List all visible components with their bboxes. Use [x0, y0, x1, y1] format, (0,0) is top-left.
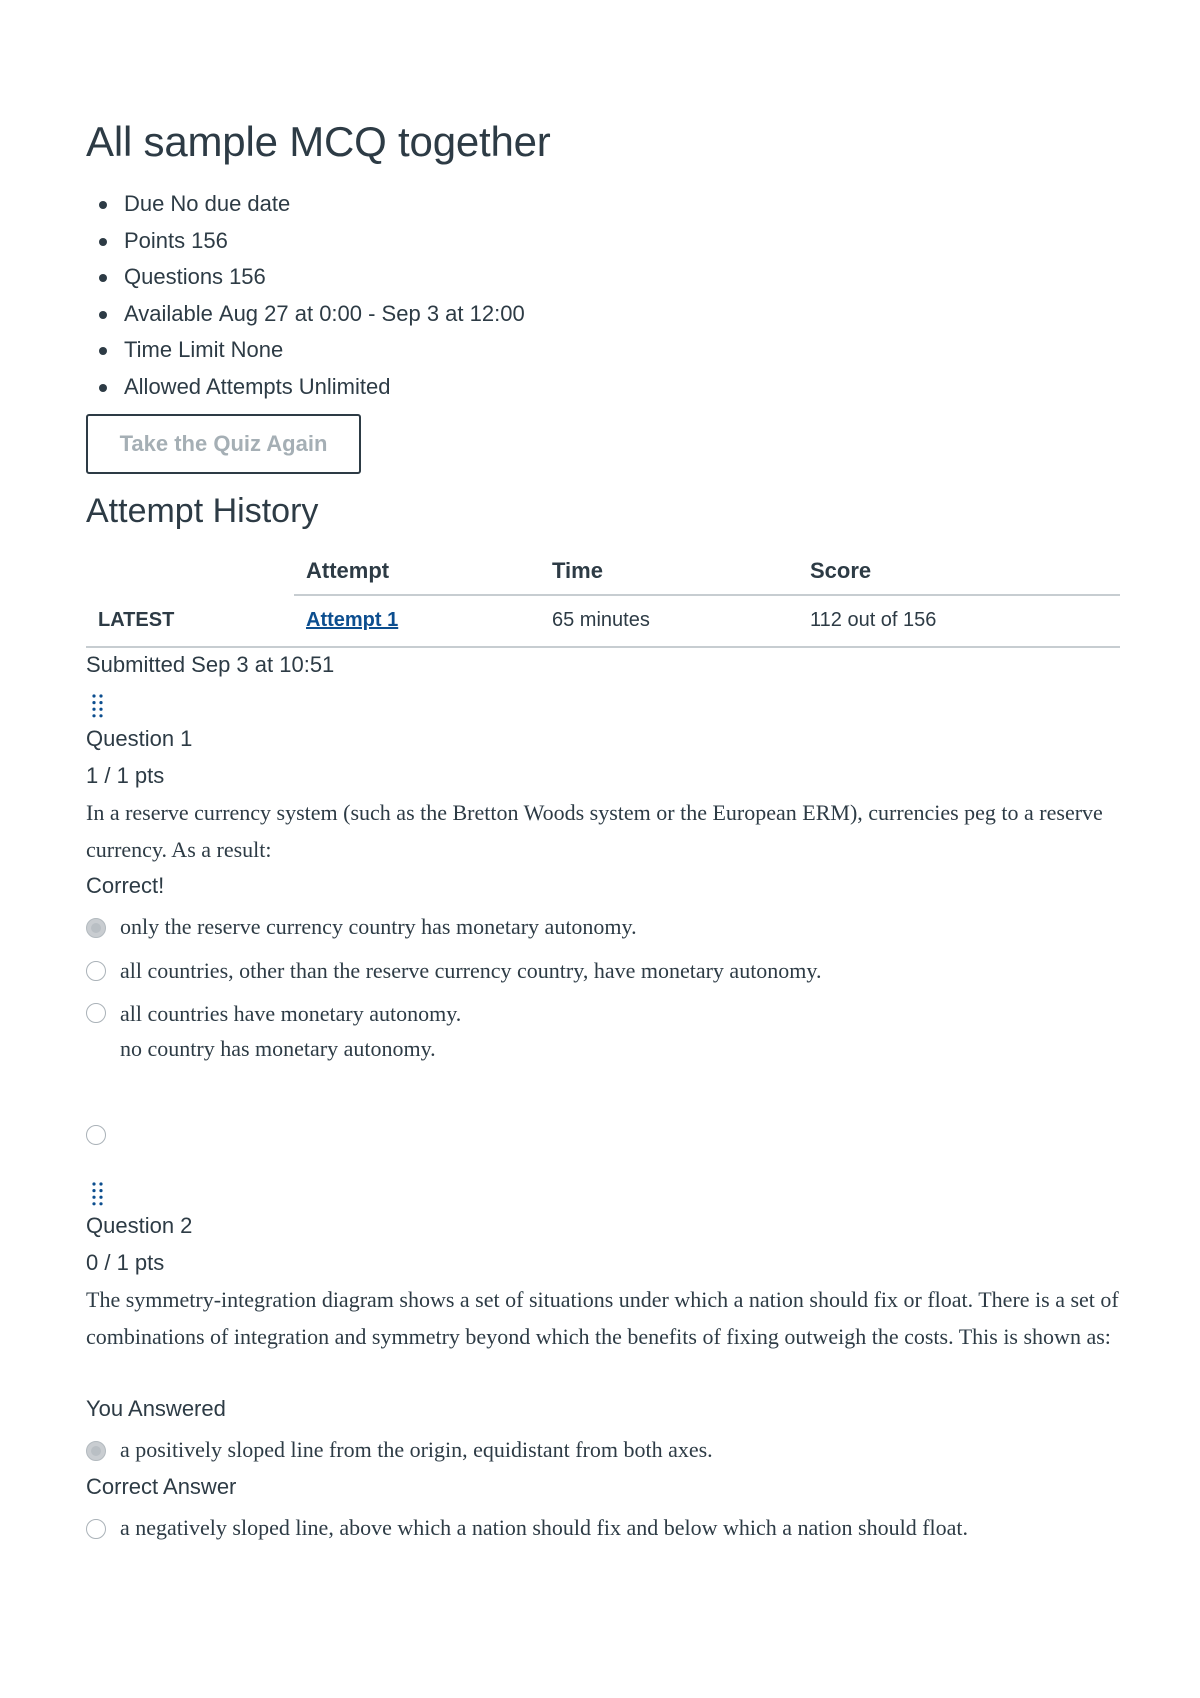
table-header: [294, 552, 1120, 596]
quiz-details-list: [86, 186, 525, 405]
column-header-time: Time: [552, 558, 603, 583]
question-1-answer-1: only the reserve currency country has monetary autonomy.: [120, 914, 637, 939]
drag-handle-icon[interactable]: [91, 693, 105, 719]
question-2-status: You Answered: [86, 1396, 226, 1421]
radio-empty-icon[interactable]: [86, 1125, 106, 1145]
question-2-correct-label: Correct Answer: [86, 1474, 237, 1499]
question-1-points: 1 / 1 pts: [86, 763, 165, 788]
question-2-label: Question 2: [86, 1213, 193, 1238]
detail-points: Points 156: [86, 223, 525, 260]
detail-available: Available Aug 27 at 0:00 - Sep 3 at 12:00: [86, 296, 525, 333]
submitted-timestamp: Submitted Sep 3 at 10:51: [86, 652, 335, 677]
radio-selected-icon[interactable]: [86, 1441, 106, 1461]
question-2-answer-2: a negatively sloped line, above which a nation should fix and below which a nation should float.: [120, 1515, 969, 1540]
table-row: [86, 596, 1120, 648]
question-1-status: Correct!: [86, 873, 165, 898]
radio-empty-icon[interactable]: [86, 961, 106, 981]
column-header-attempt: Attempt: [306, 558, 390, 583]
question-2-text: The symmetry-integration diagram shows a set of situations under which a nation should fix or float. There is a set of combinations of integration and symmetry beyond which the benefits of fixing outweigh the costs. This is shown as:: [86, 1287, 1119, 1349]
attempt-link[interactable]: Attempt 1: [306, 609, 399, 631]
question-2-points: 0 / 1 pts: [86, 1250, 165, 1275]
question-1-label: Question 1: [86, 726, 193, 751]
radio-empty-icon[interactable]: [86, 1519, 106, 1539]
attempt-score: 112 out of 156: [810, 609, 937, 631]
question-2-answer-1: a positively sloped line from the origin, equidistant from both axes.: [120, 1437, 713, 1462]
question-1-text: In a reserve currency system (such as the Bretton Woods system or the European ERM), currencies peg to a reserve currency. As a result:: [86, 800, 1103, 862]
attempt-time: 65 minutes: [552, 609, 650, 631]
detail-questions: Questions 156: [86, 259, 525, 296]
question-1-answer-3: all countries have monetary autonomy.: [120, 1001, 462, 1026]
radio-empty-icon[interactable]: [86, 1003, 106, 1023]
detail-time-limit: Time Limit None: [86, 332, 525, 369]
radio-selected-icon[interactable]: [86, 918, 106, 938]
detail-allowed-attempts: Allowed Attempts Unlimited: [86, 369, 525, 406]
quiz-title: All sample MCQ together: [86, 118, 551, 165]
attempt-history-table: [86, 552, 1120, 648]
column-header-score: Score: [810, 558, 872, 583]
question-1-answer-4: no country has monetary autonomy.: [120, 1036, 436, 1061]
attempt-history-title: Attempt History: [86, 492, 319, 530]
latest-tag: LATEST: [98, 609, 175, 631]
question-1-answer-2: all countries, other than the reserve currency country, have monetary autonomy.: [120, 958, 822, 983]
take-quiz-again-button[interactable]: Take the Quiz Again: [86, 414, 361, 474]
detail-due: Due No due date: [86, 186, 525, 223]
drag-handle-icon[interactable]: [91, 1181, 105, 1207]
